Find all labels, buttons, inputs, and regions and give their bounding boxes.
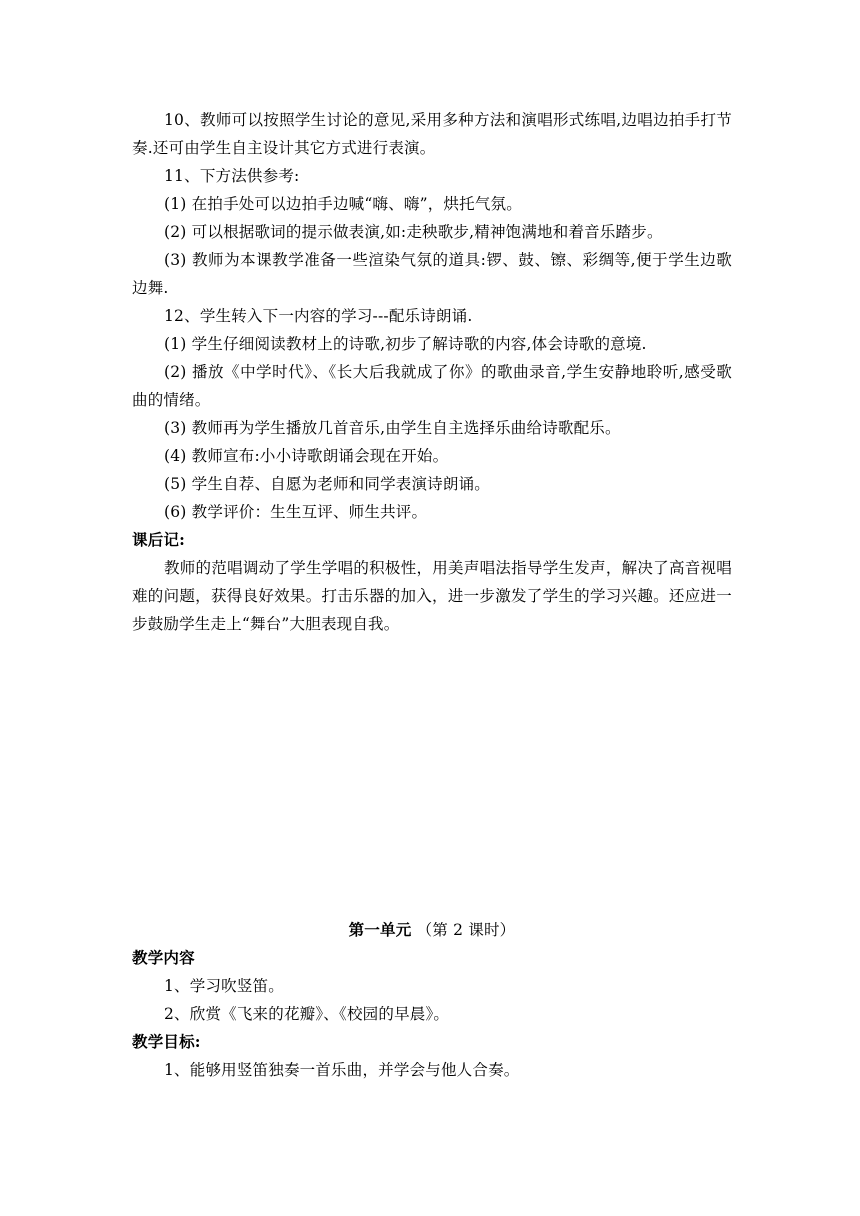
step-11-item-3: (3) 教师为本课教学准备一些渲染气氛的道具:锣、鼓、镲、彩绸等,便于学生边歌边舞.: [132, 251, 732, 297]
lesson-title: [132, 916, 732, 944]
content-item-1: 1、学习吹竖笛。: [164, 977, 284, 995]
after-class-heading: 课后记:: [132, 530, 186, 549]
step-12-item-4: (4) 教师宣布:小小诗歌朗诵会现在开始。: [164, 447, 449, 465]
goal-item-1: 1、能够用竖笛独奏一首乐曲，并学会与他人合奏。: [164, 1061, 520, 1079]
lesson-number: （第 2 课时）: [416, 921, 516, 939]
step-12-item-3: (3) 教师再为学生播放几首音乐,由学生自主选择乐曲给诗歌配乐。: [164, 419, 621, 437]
step-11-item-2: (2) 可以根据歌词的提示做表演,如:走秧歌步,精神饱满地和着音乐踏步。: [164, 223, 663, 241]
step-10-paragraph: 10、教师可以按照学生讨论的意见,采用多种方法和演唱形式练唱,边唱边拍手打节奏.还可由学生自主设计其它方式进行表演。: [132, 111, 732, 157]
step-12-item-5: (5) 学生自荐、自愿为老师和同学表演诗朗诵。: [164, 475, 490, 493]
lesson-steps-section: [132, 106, 732, 638]
step-12-paragraph: 12、学生转入下一内容的学习---配乐诗朗诵.: [164, 307, 473, 325]
unit-title: 第一单元: [348, 920, 412, 939]
lesson-2-section: [132, 916, 732, 1084]
content-item-2: 2、欣赏《飞来的花瓣》、《校园的早晨》。: [164, 1005, 450, 1023]
step-12-item-1: (1) 学生仔细阅读教材上的诗歌,初步了解诗歌的内容,体会诗歌的意境.: [164, 335, 647, 353]
step-11-item-1: (1) 在拍手处可以边拍手边喊“嗨、嗨”，烘托气氛。: [164, 195, 522, 213]
goals-heading: 教学目标:: [132, 1032, 201, 1051]
step-11-paragraph: 11、下方法供参考:: [164, 167, 300, 185]
after-class-text: 教师的范唱调动了学生学唱的积极性，用美声唱法指导学生发声，解决了高音视唱难的问题，获得良好效果。打击乐器的加入，进一步激发了学生的学习兴趣。还应进一步鼓励学生走上“舞台”大胆表现自我。: [132, 559, 732, 633]
step-12-item-6: (6) 教学评价：生生互评、师生共评。: [164, 503, 428, 521]
content-heading: 教学内容: [132, 948, 195, 967]
step-12-item-2: (2) 播放《中学时代》、《长大后我就成了你》的歌曲录音,学生安静地聆听,感受歌曲的情绪。: [132, 363, 732, 409]
